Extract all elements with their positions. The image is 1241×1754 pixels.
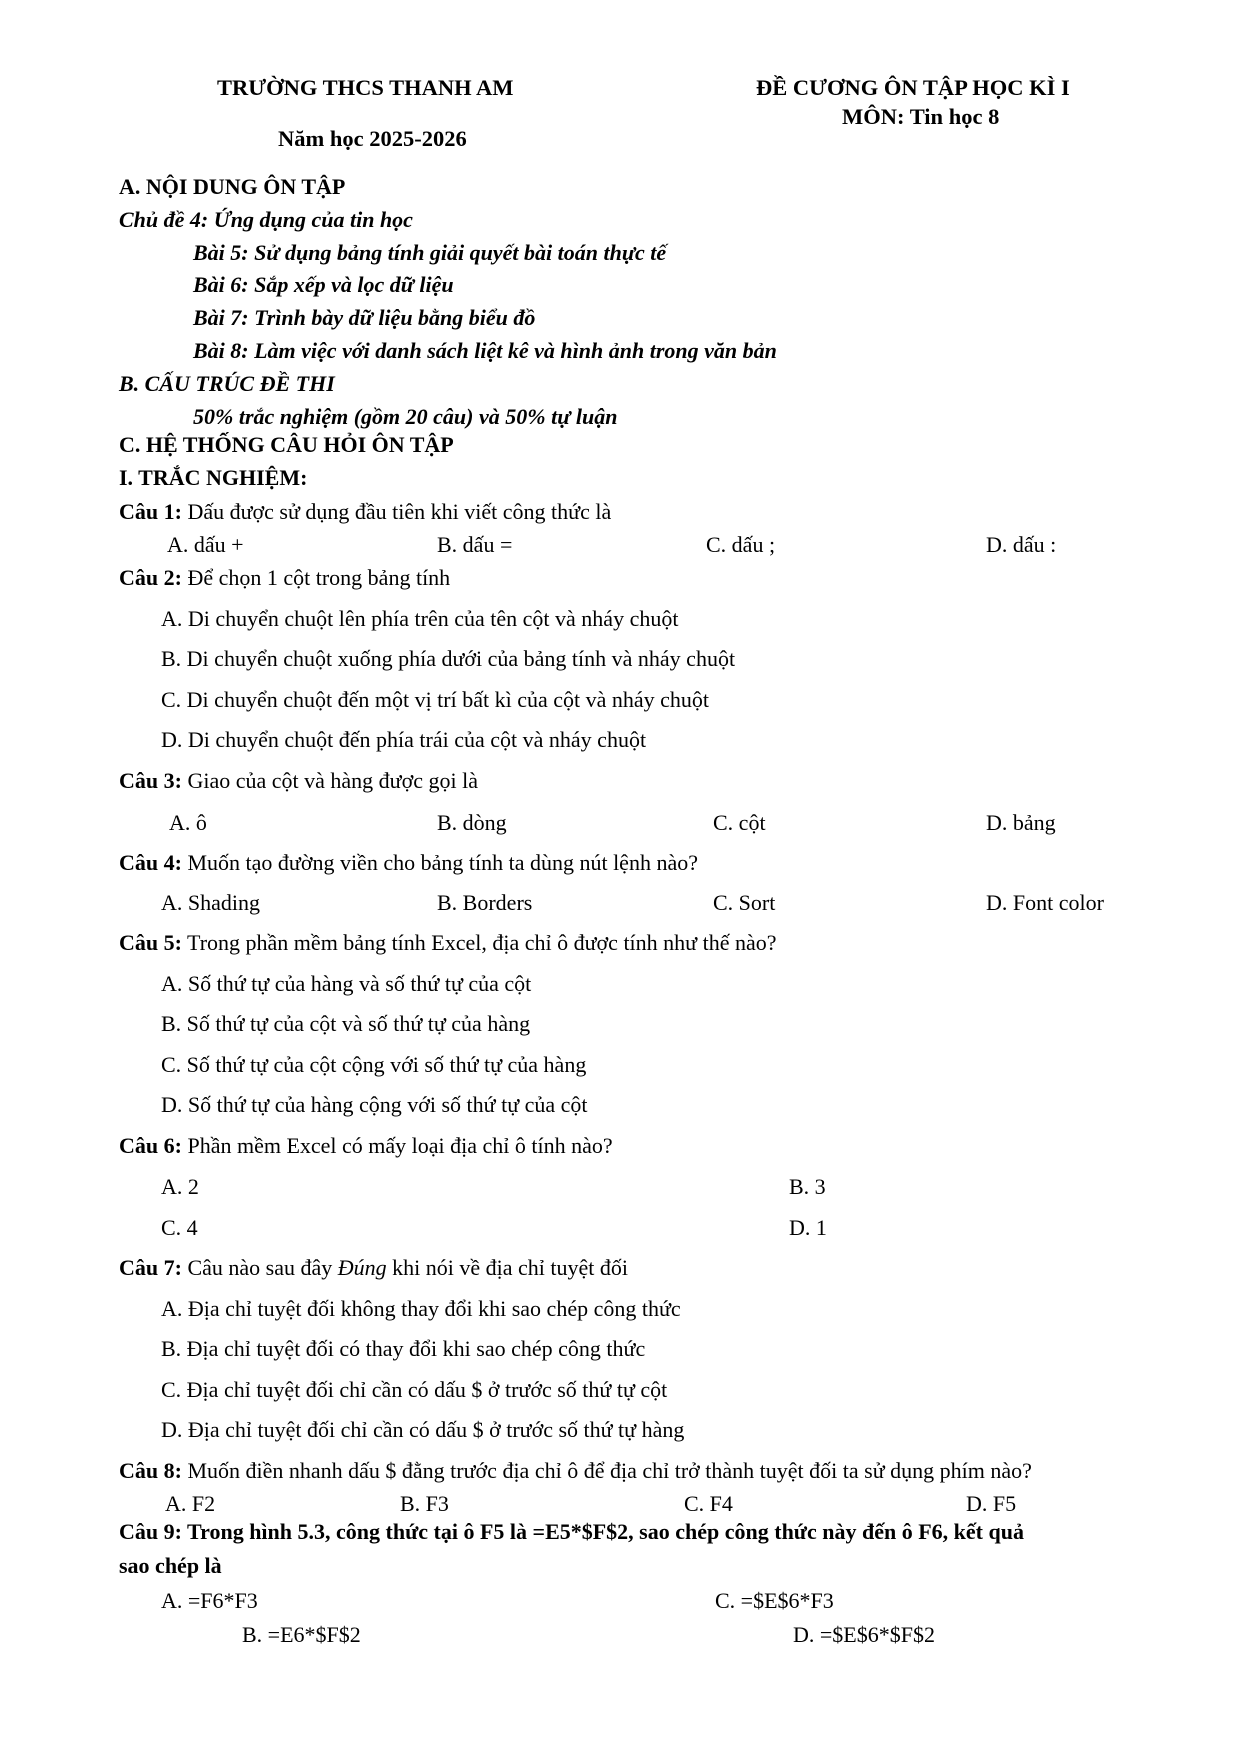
question-label: Câu 4: (119, 850, 182, 875)
question-label: Câu 3: (119, 768, 182, 793)
question-2 (119, 565, 450, 591)
question-label: Câu 6: (119, 1133, 182, 1158)
question-text: Muốn tạo đường viền cho bảng tính ta dùng nút lệnh nào? (181, 850, 698, 875)
option-a: A. Di chuyển chuột lên phía trên của tên cột và nháy chuột (161, 606, 679, 631)
question-text: Trong phần mềm bảng tính Excel, địa chỉ ô được tính như thế nào? (181, 930, 777, 955)
option-c: C. dấu ; (706, 532, 776, 557)
question-text: khi nói về địa chỉ tuyệt đối (386, 1255, 628, 1280)
option-b: B. Địa chỉ tuyệt đối có thay đổi khi sao chép công thức (161, 1336, 646, 1361)
question-text: Câu nào sau đây (181, 1255, 338, 1280)
lesson-item: Bài 6: Sắp xếp và lọc dữ liệu (193, 272, 454, 297)
question-text: Dấu được sử dụng đầu tiên khi viết công thức là (181, 499, 612, 524)
question-3 (119, 768, 478, 794)
question-9 (119, 1519, 1024, 1545)
option-c: C. cột (713, 810, 766, 835)
option-a: A. Địa chỉ tuyệt đối không thay đổi khi sao chép công thức (161, 1296, 681, 1321)
option-c: C. 4 (161, 1215, 198, 1240)
option-a: A. =F6*F3 (161, 1588, 258, 1613)
option-b: B. Di chuyển chuột xuống phía dưới của bảng tính và nháy chuột (161, 646, 736, 671)
section-a-title: A. NỘI DUNG ÔN TẬP (119, 174, 346, 199)
topic-title: Chủ đề 4: Ứng dụng của tin học (119, 207, 413, 232)
question-label: Câu 5: (119, 930, 182, 955)
option-d: D. Số thứ tự của hàng cộng với số thứ tự của cột (161, 1092, 588, 1117)
question-7 (119, 1255, 628, 1281)
school-name: TRƯỜNG THCS THANH AM (217, 75, 514, 100)
question-text: Giao của cột và hàng được gọi là (181, 768, 478, 793)
section-b-title: B. CẤU TRÚC ĐỀ THI (119, 371, 335, 396)
option-d: D. Di chuyển chuột đến phía trái của cột và nháy chuột (161, 727, 647, 752)
question-label: Câu 9: (119, 1519, 182, 1544)
exam-structure: 50% trắc nghiệm (gồm 20 câu) và 50% tự luận (193, 404, 618, 429)
option-a: A. 2 (161, 1174, 199, 1199)
option-a: A. Shading (161, 890, 260, 915)
question-label: Câu 2: (119, 565, 182, 590)
option-c: C. Di chuyển chuột đến một vị trí bất kì của cột và nháy chuột (161, 687, 710, 712)
option-b: B. =E6*$F$2 (242, 1622, 361, 1647)
question-label: Câu 8: (119, 1458, 182, 1483)
question-label: Câu 1: (119, 499, 182, 524)
question-text-continued: sao chép là (119, 1553, 222, 1578)
question-text: Trong hình 5.3, công thức tại ô F5 là =E5*$F$2, sao chép công thức này đến ô F6, kết quả (181, 1519, 1024, 1544)
question-label: Câu 7: (119, 1255, 182, 1280)
document-title: ĐỀ CƯƠNG ÔN TẬP HỌC KÌ I (756, 75, 1070, 100)
lesson-item: Bài 7: Trình bày dữ liệu bằng biểu đồ (193, 305, 536, 330)
option-d: D. bảng (986, 810, 1056, 835)
option-b: B. F3 (400, 1491, 449, 1516)
question-8 (119, 1458, 1032, 1484)
lesson-item: Bài 5: Sử dụng bảng tính giải quyết bài toán thực tế (193, 240, 667, 265)
option-c: C. Số thứ tự của cột cộng với số thứ tự của hàng (161, 1052, 587, 1077)
option-d: D. dấu : (986, 532, 1057, 557)
option-c: C. F4 (684, 1491, 733, 1516)
option-d: D. F5 (966, 1491, 1017, 1516)
option-b: B. dòng (437, 810, 507, 835)
option-c: C. =$E$6*F3 (715, 1588, 834, 1613)
option-c: C. Địa chỉ tuyệt đối chỉ cần có dấu $ ở trước số thứ tự cột (161, 1377, 668, 1402)
option-b: B. Số thứ tự của cột và số thứ tự của hàng (161, 1011, 531, 1036)
question-6 (119, 1133, 613, 1159)
subject-title: MÔN: Tin học 8 (842, 104, 1000, 129)
question-emphasis: Đúng (337, 1255, 387, 1280)
option-a: A. dấu + (167, 532, 244, 557)
option-d: D. Font color (986, 890, 1104, 915)
option-c: C. Sort (713, 890, 776, 915)
question-text: Muốn điền nhanh dấu $ đằng trước địa chỉ ô để địa chỉ trở thành tuyệt đối ta sử dụng phím nào? (181, 1458, 1032, 1483)
school-year: Năm học 2025-2026 (278, 126, 467, 151)
question-4 (119, 850, 698, 876)
lesson-item: Bài 8: Làm việc với danh sách liệt kê và hình ảnh trong văn bản (193, 338, 777, 363)
option-a: A. ô (169, 810, 207, 835)
section-c-title: C. HỆ THỐNG CÂU HỎI ÔN TẬP (119, 432, 454, 457)
option-d: D. =$E$6*$F$2 (793, 1622, 935, 1647)
option-d: D. 1 (789, 1215, 827, 1240)
question-5 (119, 930, 777, 956)
question-text: Để chọn 1 cột trong bảng tính (181, 565, 451, 590)
question-1 (119, 499, 611, 525)
option-b: B. dấu = (437, 532, 513, 557)
option-b: B. Borders (437, 890, 533, 915)
option-d: D. Địa chỉ tuyệt đối chỉ cần có dấu $ ở trước số thứ tự hàng (161, 1417, 685, 1442)
option-a: A. F2 (165, 1491, 216, 1516)
question-text: Phần mềm Excel có mấy loại địa chỉ ô tính nào? (181, 1133, 613, 1158)
option-b: B. 3 (789, 1174, 826, 1199)
option-a: A. Số thứ tự của hàng và số thứ tự của cột (161, 971, 532, 996)
part-title: I. TRẮC NGHIỆM: (119, 465, 308, 490)
